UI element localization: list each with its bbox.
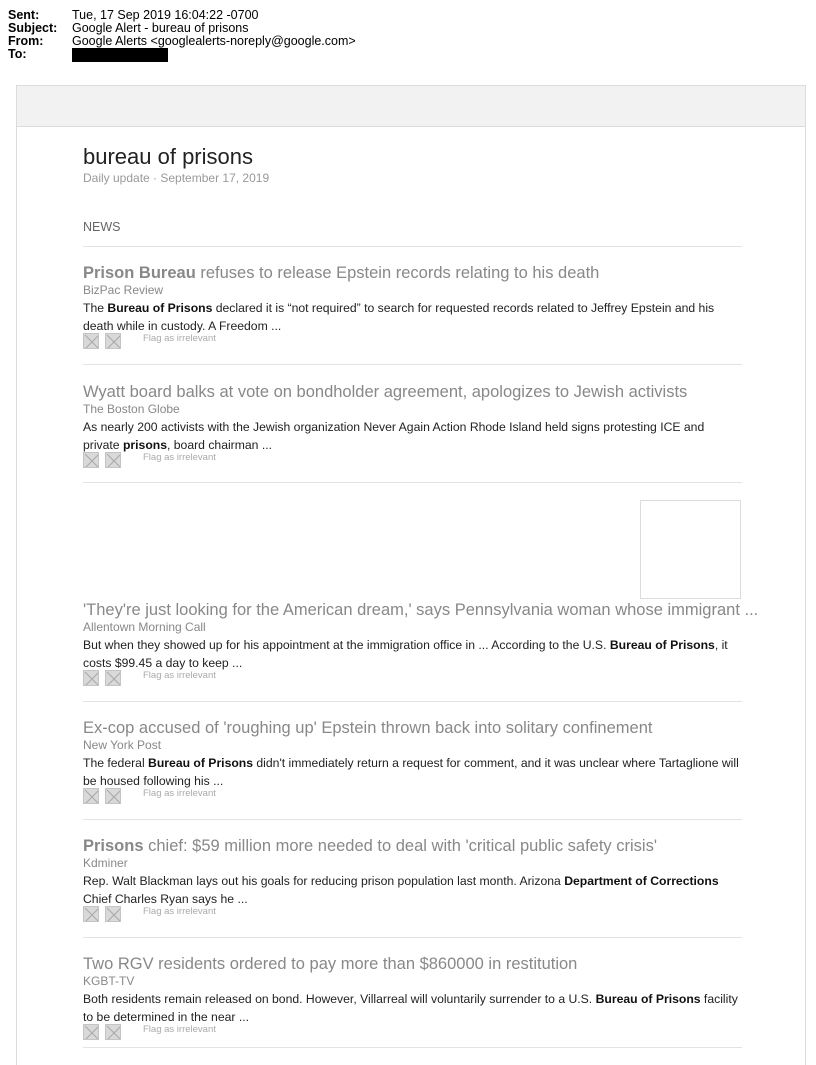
flag-irrelevant-link[interactable]: Flag as irrelevant <box>143 333 216 344</box>
headline-text: Wyatt board balks at vote on bondholder agreement, apologizes to Jewish activists <box>83 383 688 401</box>
headline-text: chief: $59 million more needed to deal with 'critical public safety crisis' <box>143 837 657 855</box>
from-label: From: <box>8 34 44 48</box>
news-image-placeholder <box>640 500 741 599</box>
news-item <box>83 264 742 351</box>
snippet-bold-term: Bureau of Prisons <box>148 756 254 770</box>
news-source: KGBT-TV <box>83 974 135 988</box>
news-source: The Boston Globe <box>83 402 180 416</box>
headline-text: 'They're just looking for the American dream,' says Pennsylvania woman whose immigrant ... <box>83 601 759 619</box>
share-icon[interactable] <box>83 452 99 468</box>
share-icon[interactable] <box>105 906 121 922</box>
news-snippet <box>83 872 742 908</box>
news-snippet <box>83 418 742 454</box>
news-headline-link[interactable] <box>83 955 742 974</box>
headline-text: Two RGV residents ordered to pay more than $860000 in restitution <box>83 955 578 973</box>
news-item <box>83 719 742 806</box>
snippet-bold-term: Bureau of Prisons <box>107 301 213 315</box>
news-item <box>83 383 742 470</box>
divider <box>83 701 742 702</box>
share-icon[interactable] <box>83 906 99 922</box>
share-icon[interactable] <box>83 670 99 686</box>
sent-label: Sent: <box>8 8 40 22</box>
item-actions <box>83 670 742 688</box>
share-icon[interactable] <box>105 452 121 468</box>
item-actions <box>83 333 742 351</box>
divider <box>83 819 742 820</box>
news-item <box>83 601 759 688</box>
snippet-text: facility to be determined in the near ... <box>83 992 738 1024</box>
item-actions <box>83 906 742 924</box>
share-icon[interactable] <box>83 1024 99 1040</box>
headline-text: refuses to release Epstein records relating to his death <box>195 264 600 282</box>
news-source: BizPac Review <box>83 283 164 297</box>
news-section-label: NEWS <box>83 220 121 234</box>
snippet-text: The federal <box>83 756 149 770</box>
share-icon[interactable] <box>105 670 121 686</box>
snippet-text: declared it is “not required” to search for requested records related to Jeffrey Epstein and his death while in custody. A Freedom ... <box>83 301 715 333</box>
news-source: New York Post <box>83 738 162 752</box>
share-icon[interactable] <box>105 1024 121 1040</box>
redacted-recipient <box>72 48 168 62</box>
news-headline-link[interactable] <box>83 719 742 738</box>
news-item <box>83 837 742 924</box>
news-snippet <box>83 299 742 335</box>
email-header <box>8 9 356 62</box>
divider <box>83 1047 742 1048</box>
divider <box>83 937 742 938</box>
headline-text: Ex-cop accused of 'roughing up' Epstein thrown back into solitary confinement <box>83 719 653 737</box>
sent-value: Tue, 17 Sep 2019 16:04:22 -0700 <box>72 8 259 22</box>
alert-date: Daily update · September 17, 2019 <box>83 171 270 185</box>
from-value: Google Alerts <googlealerts-noreply@google.com> <box>72 34 356 48</box>
snippet-text: Both residents remain released on bond. However, Villarreal will voluntarily surrender to a U.S. <box>83 992 596 1006</box>
snippet-bold-term: Bureau of Prisons <box>609 638 715 652</box>
news-headline-link[interactable] <box>83 837 742 856</box>
flag-irrelevant-link[interactable]: Flag as irrelevant <box>143 670 216 681</box>
news-headline-link[interactable] <box>83 264 742 283</box>
snippet-text: But when they showed up for his appointment at the immigration office in ... According to the U.S. <box>83 638 610 652</box>
news-snippet <box>83 990 742 1026</box>
news-headline-link[interactable] <box>83 601 759 620</box>
snippet-text: , board chairman ... <box>167 438 272 452</box>
snippet-text: As nearly 200 activists with the Jewish organization Never Again Action Rhode Island held signs protesting ICE and private <box>83 420 705 452</box>
divider <box>83 482 742 483</box>
to-label: To: <box>8 47 27 61</box>
snippet-bold-term: Department of Corrections <box>564 874 719 888</box>
divider <box>83 364 742 365</box>
flag-irrelevant-link[interactable]: Flag as irrelevant <box>143 788 216 799</box>
news-headline-link[interactable] <box>83 383 742 402</box>
snippet-text: didn't immediately return a request for comment, and it was unclear where Tartaglione will be housed following his ... <box>83 756 739 788</box>
share-icon[interactable] <box>105 333 121 349</box>
news-item <box>83 955 742 1042</box>
news-snippet <box>83 754 742 790</box>
subject-label: Subject: <box>8 21 58 35</box>
item-actions <box>83 788 742 806</box>
snippet-text: Rep. Walt Blackman lays out his goals for reducing prison population last month. Arizona <box>83 874 565 888</box>
flag-irrelevant-link[interactable]: Flag as irrelevant <box>143 452 216 463</box>
snippet-text: Chief Charles Ryan says he ... <box>83 892 248 906</box>
share-icon[interactable] <box>83 333 99 349</box>
news-source: Allentown Morning Call <box>83 620 206 634</box>
item-actions <box>83 452 742 470</box>
item-actions <box>83 1024 742 1042</box>
news-snippet <box>83 636 742 672</box>
news-source: Kdminer <box>83 856 128 870</box>
header-banner <box>17 86 805 127</box>
flag-irrelevant-link[interactable]: Flag as irrelevant <box>143 1024 216 1035</box>
alert-title: bureau of prisons <box>83 144 253 169</box>
subject-value: Google Alert - bureau of prisons <box>72 21 249 35</box>
share-icon[interactable] <box>105 788 121 804</box>
snippet-bold-term: Bureau of Prisons <box>595 992 701 1006</box>
snippet-bold-term: prisons <box>122 438 167 452</box>
flag-irrelevant-link[interactable]: Flag as irrelevant <box>143 906 216 917</box>
headline-bold-term: Prison Bureau <box>83 264 196 282</box>
snippet-text: , it costs $99.45 a day to keep ... <box>83 638 728 670</box>
share-icon[interactable] <box>83 788 99 804</box>
headline-bold-term: Prisons <box>83 837 144 855</box>
divider <box>83 246 742 247</box>
snippet-text: The <box>83 301 108 315</box>
